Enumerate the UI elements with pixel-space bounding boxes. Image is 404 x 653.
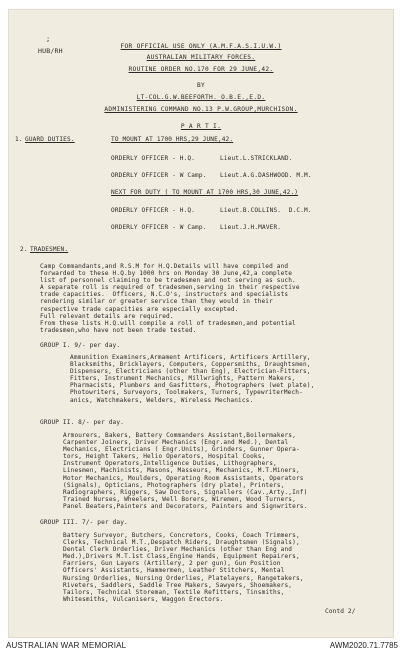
footer-accession-number: AWM2020.71.7785 bbox=[329, 641, 398, 650]
reference-code: HUB/RH bbox=[38, 47, 63, 55]
header-command: ADMINISTERING COMMAND NO.13 P.W.GROUP,MURCHISON. bbox=[104, 106, 298, 113]
part-heading: P A R T I. bbox=[180, 123, 222, 130]
duty2-role: ORDERLY OFFICER - W Camp. bbox=[111, 172, 207, 179]
duty3-name: Lieut.B.COLLINS. D.C.M. bbox=[220, 207, 312, 214]
section1-title: GUARD DUTIES. bbox=[25, 136, 75, 143]
header-order-number: ROUTINE ORDER NO.170 FOR 29 JUNE,42. bbox=[128, 66, 274, 73]
header-officer: LT-COL.G.W.BEEFORTH. O.B.E.,E.D. bbox=[136, 94, 266, 101]
duty2-name: Lieut.A.G.DASHWOOD. M.M. bbox=[220, 172, 312, 179]
duty4-role: ORDERLY OFFICER - W Camp. bbox=[111, 224, 207, 231]
duty1-name: Lieut.L.STRICKLAND. bbox=[220, 155, 293, 162]
archive-footer bbox=[0, 640, 404, 653]
mount-line: TO MOUNT AT 1700 HRS,29 JUNE,42. bbox=[111, 136, 234, 143]
duty1-role: ORDERLY OFFICER - H.Q. bbox=[111, 155, 196, 162]
continuation-note: Contd 2/ bbox=[325, 608, 356, 615]
group1-trades: Ammunition Examiners,Armament Artificers, Artificers Artillery, Blacksmiths, Bricklayers, Computers, Coppersmiths, Draughtsmen, Dispensers, Electricians (other than Eng), Electrician-Fitters, Fitters, Instrument Mechanics, Millwrights, Pattern Makers, Pharmacists, Plumbers and Gasfitters, Photographers (wet plate), Photowriters, Surveyors, Toolmakers, Turners, TypewriterMech- anics, Watchmakers, Welders, Wireless Mechanics. bbox=[70, 354, 315, 404]
duty4-name: Lieut.J.H.MAVER. bbox=[220, 224, 282, 231]
section2-number: 2. bbox=[20, 246, 28, 253]
group3-label: GROUP III. 7/- per day. bbox=[40, 519, 128, 526]
group2-label: GROUP II. 8/- per day. bbox=[40, 419, 125, 426]
group2-trades: Armourers, Bakers, Battery Commanders Assistant,Boilermakers, Carpenter Joiners, Driver Mechanics (Engr.and Med.), Dental Mechanics, Electricians ( Engr.Units), Grinders, Gunner Opera- tors, Height Takers, Helio Operators, Hospital Cooks, Instrument Operators,Intelligence Duties, Lithographers, Linesmen, Machinists, Masons, Masseurs, Mechanics, M.T.Miners, Motor Mechanics, Moulders, Operating Room Assistants, Operators (Signals), Opticians, Photographers (dry plate), Printers, Radiographers, Riggers, Saw Doctors, Signallers (Cav.,Arty.,Inf) Trained Nurses, Wheelers, Well Borers, Wiremen, Wood Turners, Panel Beaters,Painters and Decorators, Painters and Signwriters. bbox=[63, 432, 308, 510]
section1-number: 1. bbox=[15, 136, 23, 143]
next-duty-line: NEXT FOR DUTY ( TO MOUNT AT 1700 HRS,30 JUNE,42.) bbox=[111, 189, 299, 196]
header-classification: FOR OFFICIAL USE ONLY (A.M.F.A.S.I.U.W.) bbox=[120, 43, 282, 50]
tradesmen-instructions: Camp Commandants,and R.S.M for H.Q.Details will have compiled and forwarded to these H.Q.by 1000 hrs on Monday 30 June,42,a complete list of personnel claiming to be tradesmen and not serving as such. A separate roll is required of tradesmen,serving in their respective trade capacities. Officers, N.C.O's, instructors and specialists rendering similar or greater service than they would in their respective trade capacities are especially excepted. Full relevant details are required. From these lists H.Q.will compile a roll of tradesmen,and potential tradesmen,who have not been trade tested. bbox=[40, 263, 300, 334]
header-organisation: AUSTRALIAN MILITARY FORCES. bbox=[146, 54, 256, 61]
header-by: BY bbox=[196, 82, 206, 89]
footer-institution: AUSTRALIAN WAR MEMORIAL bbox=[6, 641, 127, 650]
section2-title: TRADESMEN. bbox=[30, 246, 69, 253]
group3-trades: Battery Surveyor, Butchers, Concretors, Cooks, Coach Trimmers, Clerks, Technical M.T.,Despatch Riders, Draughtsmen (Signals), Dental Clerk Orderlies, Driver Mechanics (other than Eng and Med.),Drivers M.T.1st Class,Engine Hands, Equipment Repairers, Farriers, Gun Layers (Artillery, 2 per gun), Gun Position Officers' Assistants, Hammermen, Leather Stitchers, Mental Nursing Orderlies, Nursing Orderlies, Platelayers, Rangetakers, Riveters, Saddlers, Saddle Tree Makers, Sawyers, Shoemakers, Tailors, Technical Storeman, Textile Refitters, Tinsmiths, Whitesmiths, Vulcanisers, Waggon Erectors. bbox=[63, 532, 304, 603]
document-page bbox=[8, 9, 394, 638]
group1-label: GROUP I. 9/- per day. bbox=[40, 342, 121, 349]
duty3-role: ORDERLY OFFICER - H.Q. bbox=[111, 207, 196, 214]
margin-mark: ; bbox=[46, 35, 51, 43]
